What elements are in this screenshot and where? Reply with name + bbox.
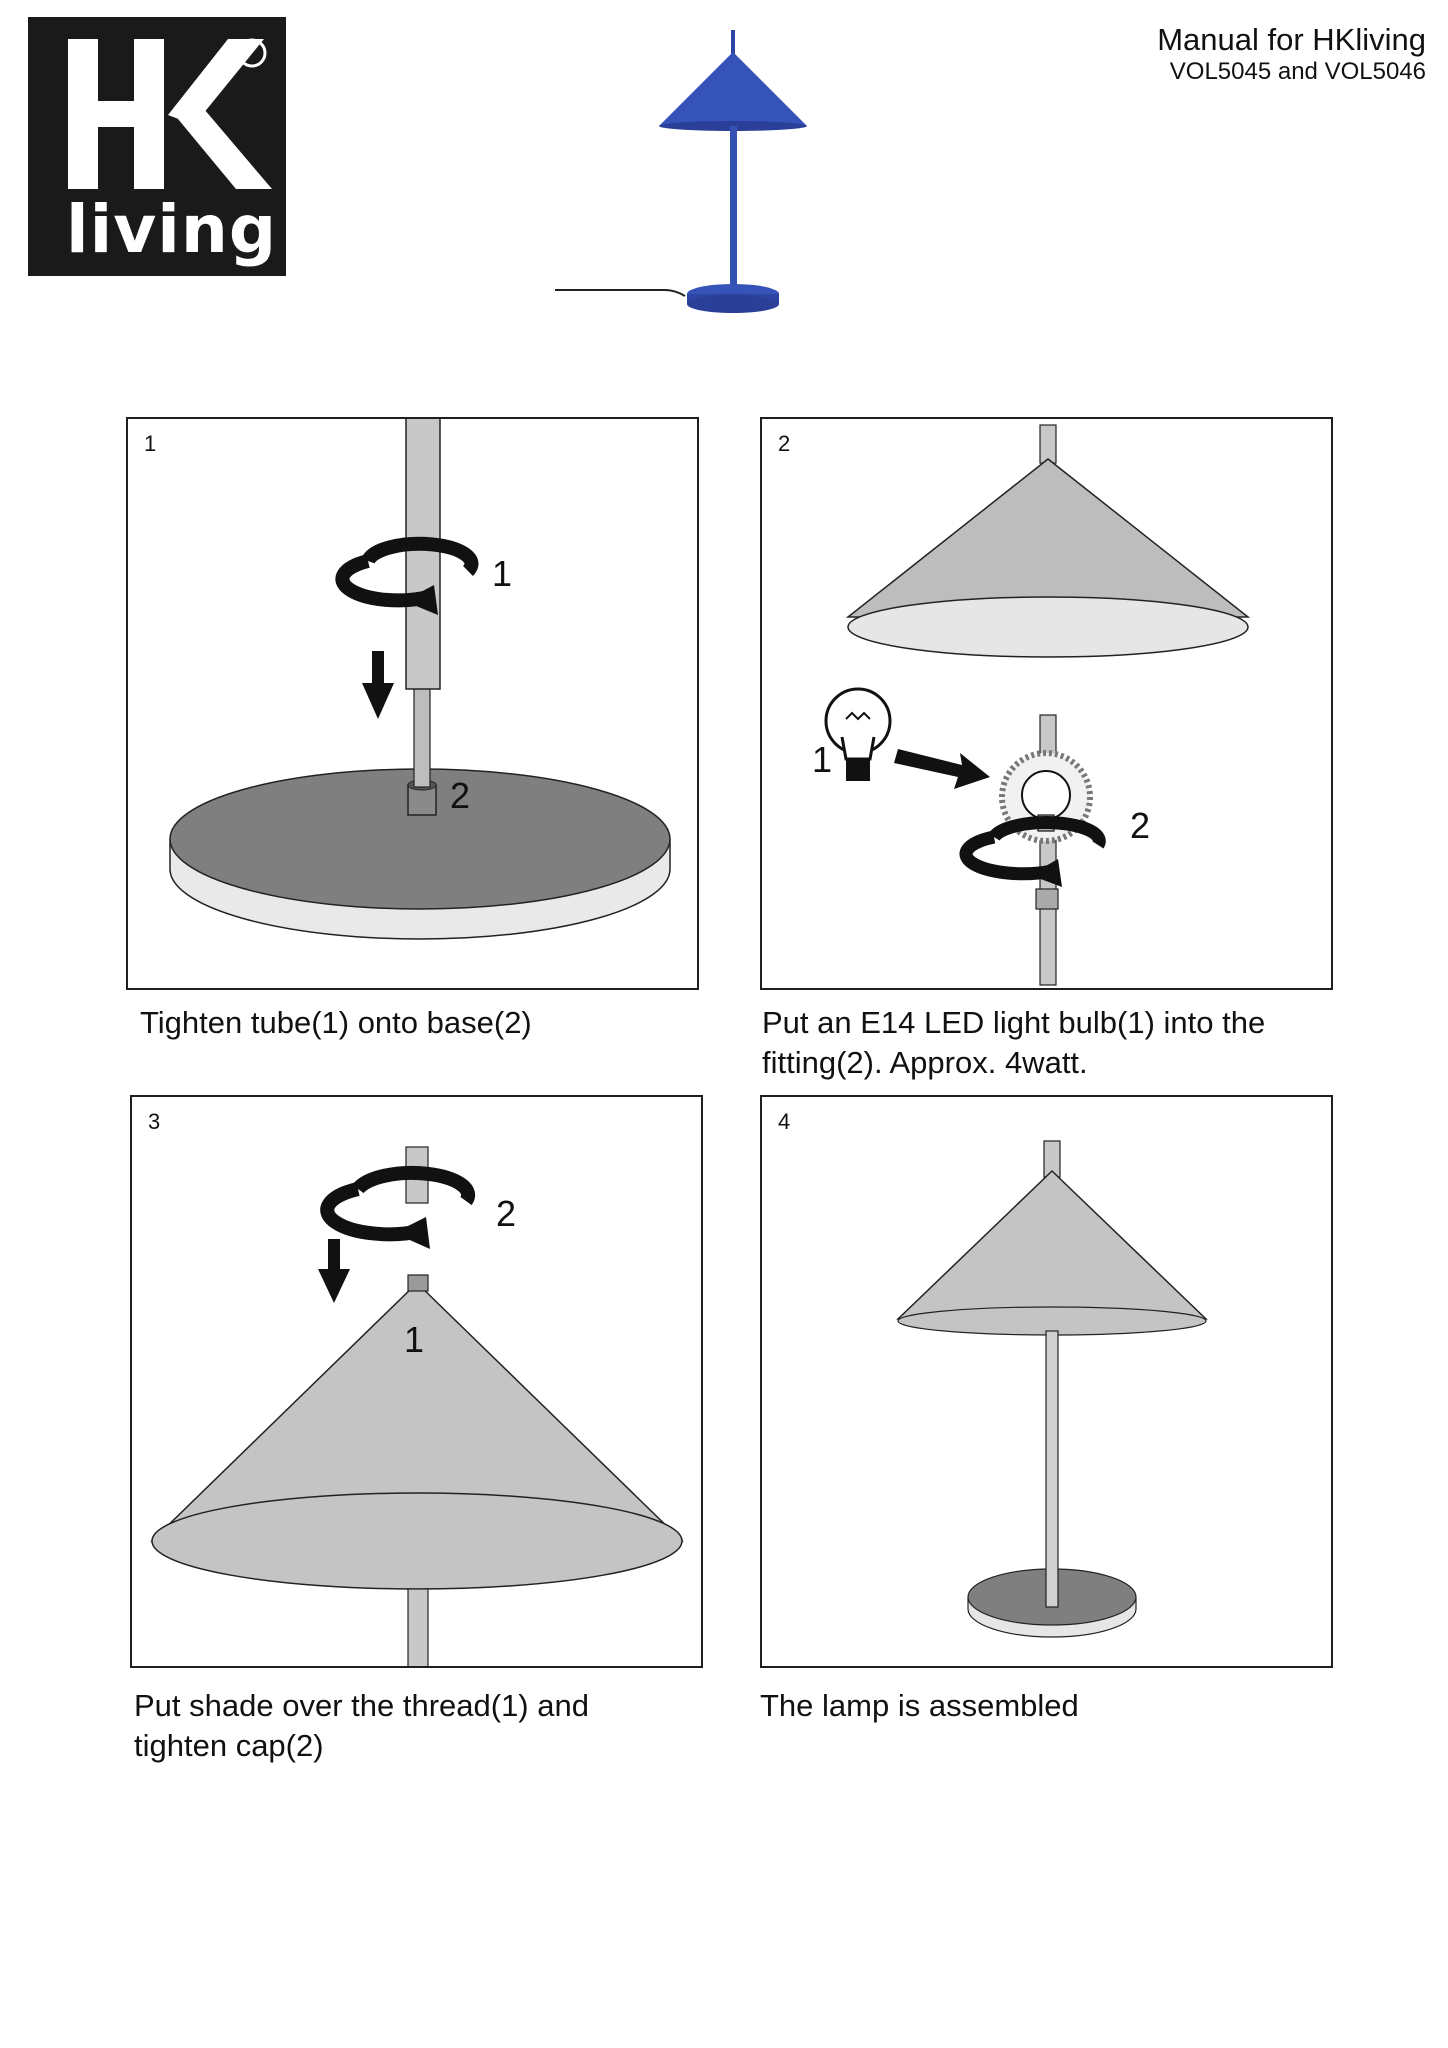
step-3-number: 3 <box>148 1109 161 1134</box>
step-2-illustration <box>762 419 1333 990</box>
step-1-caption-line-1: Tighten tube(1) onto base(2) <box>140 1005 532 1040</box>
step-4-caption <box>760 1686 1079 1726</box>
step-2-caption-line-1: Put an E14 LED light bulb(1) into the <box>762 1005 1266 1040</box>
step-4-number: 4 <box>778 1109 791 1134</box>
step-1-number: 1 <box>144 431 157 456</box>
step-4-illustration <box>762 1097 1333 1668</box>
step-4-panel <box>760 1095 1333 1668</box>
model-numbers: VOL5045 and VOL5046 <box>1169 58 1426 85</box>
step-2-caption <box>762 1003 1265 1083</box>
step-1-panel <box>126 417 699 990</box>
step-3-callout-1: 1 <box>404 1319 425 1360</box>
step-2-panel <box>760 417 1333 990</box>
step-1-illustration <box>128 419 699 990</box>
step-2-number: 2 <box>778 431 791 456</box>
step-3-caption-line-1: Put shade over the thread(1) and <box>134 1688 589 1723</box>
step-4-caption-line-1: The lamp is assembled <box>760 1688 1079 1723</box>
step-3-illustration <box>132 1097 703 1668</box>
logo-word: living <box>66 191 278 268</box>
step-3-panel <box>130 1095 703 1668</box>
manual-title-block <box>1157 22 1426 86</box>
product-photo <box>555 28 815 323</box>
step-2-callout-1: 1 <box>812 739 833 780</box>
step-2-caption-line-2: fitting(2). Approx. 4watt. <box>762 1045 1088 1080</box>
light-bulb-icon <box>826 689 890 781</box>
step-3-callout-2: 2 <box>496 1193 517 1234</box>
hk-living-logo <box>28 17 286 276</box>
step-3-caption <box>134 1686 589 1766</box>
manual-title: Manual for HKliving <box>1157 22 1426 57</box>
step-1-caption <box>140 1003 532 1043</box>
step-1-callout-2: 2 <box>450 775 471 816</box>
step-1-callout-1: 1 <box>492 553 513 594</box>
step-3-caption-line-2: tighten cap(2) <box>134 1728 324 1763</box>
step-2-callout-2: 2 <box>1130 805 1151 846</box>
